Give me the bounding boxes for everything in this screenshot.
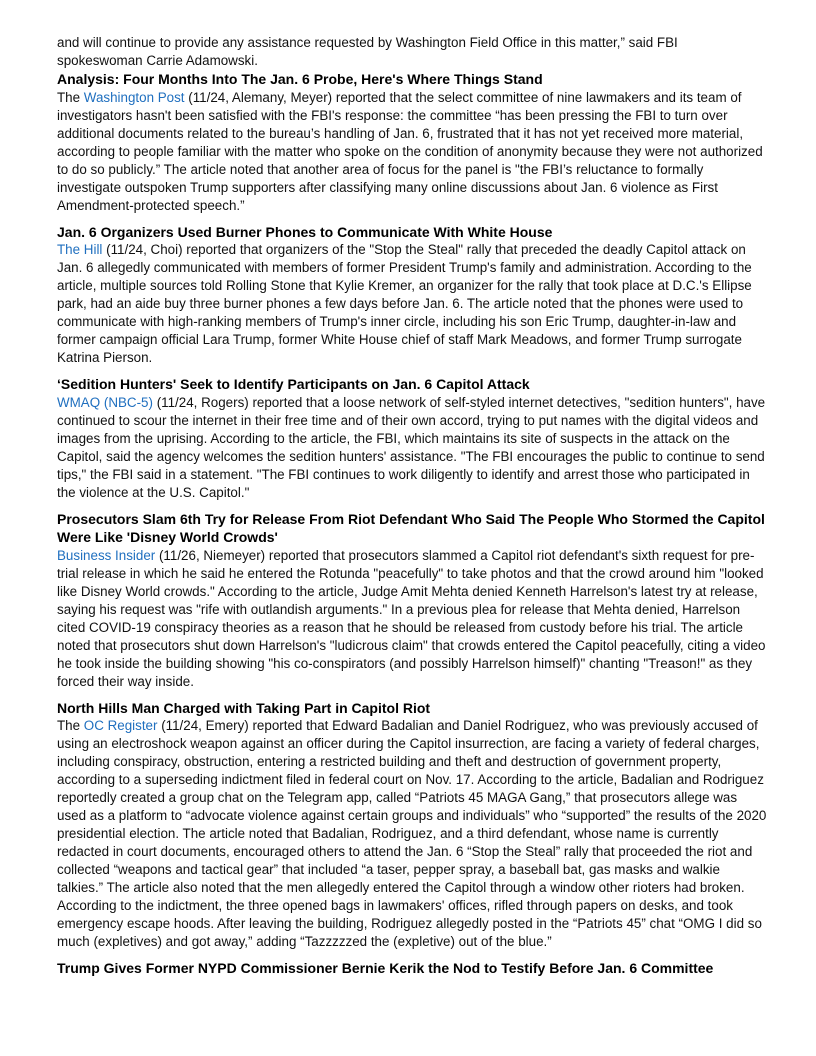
article-body bbox=[57, 89, 767, 215]
source-link[interactable]: WMAQ (NBC-5) bbox=[57, 394, 153, 410]
article-headline: Prosecutors Slam 6th Try for Release From Riot Defendant Who Said The People Who Stormed the Capitol Were Like 'Disney World Crowds' bbox=[57, 510, 765, 545]
article-text: (11/24, Choi) reported that organizers of the "Stop the Steal" rally that preceded the deadly Capitol attack on Jan. 6 allegedly communicated with members of former President Trump's family and administration. According to the article, multiple sources told Rolling Stone that Kylie Kremer, an organizer for the rally that took place at D.C.'s Ellipse park, had an aide buy three burner phones a few days before Jan. 6. The article noted that the phones were used to communicate with high-ranking members of Trump's inner circle, including his son Eric Trump, daughter-in-law and former campaign official Lara Trump, former White House chief of staff Mark Meadows, and former Trump surrogate Katrina Pierson. bbox=[57, 242, 752, 365]
article-body bbox=[57, 241, 767, 367]
article-text: (11/24, Rogers) reported that a loose network of self-styled internet detectives, "sedition hunters", have continued to scour the internet in their free time and of their own accord, trying to put names with the digital videos and images from the uprising. According to the article, the FBI, which maintains its site of suspects in the attack on the Capitol, said the agency welcomes the sedition hunters' assistance. "The FBI encourages the public to continue to send tips," the FBI said in a statement. "The FBI continues to work diligently to identify and arrest those who participated in the violence at the U.S. Capitol." bbox=[57, 394, 766, 500]
article-headline: Analysis: Four Months Into The Jan. 6 Probe, Here's Where Things Stand bbox=[57, 71, 543, 87]
article-body bbox=[57, 394, 767, 502]
article-lead: The bbox=[57, 89, 84, 105]
intro-paragraph: and will continue to provide any assistance requested by Washington Field Office in this matter,” said FBI spokeswoman Carrie Adamowski. bbox=[57, 35, 678, 68]
source-link[interactable]: OC Register bbox=[83, 718, 158, 733]
article-headline: ‘Sedition Hunters' Seek to Identify Participants on Jan. 6 Capitol Attack bbox=[57, 376, 530, 392]
article bbox=[57, 375, 767, 502]
article-headline: Jan. 6 Organizers Used Burner Phones to Communicate With White House bbox=[57, 223, 553, 240]
source-link[interactable]: Business Insider bbox=[57, 547, 156, 563]
article bbox=[57, 70, 767, 215]
article-body bbox=[57, 547, 767, 691]
article bbox=[57, 699, 767, 952]
document-page bbox=[57, 34, 767, 978]
article-headline: North Hills Man Charged with Taking Part in Capitol Riot bbox=[57, 699, 431, 716]
article-body bbox=[57, 717, 767, 951]
source-link[interactable]: Washington Post bbox=[83, 89, 185, 105]
source-link[interactable]: The Hill bbox=[57, 242, 103, 257]
article bbox=[57, 510, 767, 691]
final-headline: Trump Gives Former NYPD Commissioner Bernie Kerik the Nod to Testify Before Jan. 6 Committee bbox=[57, 960, 714, 976]
article-lead: The bbox=[57, 718, 84, 733]
article-text: (11/24, Emery) reported that Edward Badalian and Daniel Rodriguez, who was previously accused of using an electroshock weapon against an officer during the Capitol insurrection, are facing a variety of federal charges, including conspiracy, obstruction, entering a restricted building and theft and destruction of government property, according to a superseding indictment filed in federal court on Nov. 17. According to the article, Badalian and Rodriguez reportedly created a group chat on the Telegram app, called “Patriots 45 MAGA Gang,” that prosecutors allege was used as a platform to “advocate violence against certain groups and individuals” who “supported” the results of the 2020 presidential election. The article noted that Badalian, Rodriguez, and a third defendant, whose name is currently redacted in court documents, encouraged others to attend the Jan. 6 “Stop the Steal” rally that proceeded the riot and collected “weapons and tactical gear” that included “a taser, pepper spray, a baseball bat, gas masks and walkie talkies.” The article also noted that the men allegedly entered the Capitol through a window other rioters had broken. According to the indictment, the three opened bags in lawmakers' offices, rifled through papers on desks, and took emergency escape hoods. After leaving the building, Rodriguez allegedly posted in the “Patriots 45” chat “OMG I did so much (expletives) and got away,” adding “Tazzzzzed the (expletive) out of the blue.” bbox=[57, 718, 767, 949]
article-text: (11/24, Alemany, Meyer) reported that the select committee of nine lawmakers and its team of investigators hasn't been satisfied with the FBI's response: the committee “has been pressing the FBI to turn over additional documents related to the bureau’s handling of Jan. 6, frustrated that it has not yet received more material, according to people familiar with the matter who spoke on the condition of anonymity because they were not authorized to do so publicly.” The article noted that another area of focus for the panel is "the FBI’s reluctance to formally investigate outspoken Trump supporters after classifying many online discussions about Jan. 6 violence as First Amendment-protected speech.” bbox=[57, 89, 763, 213]
article bbox=[57, 223, 767, 368]
article-text: (11/26, Niemeyer) reported that prosecutors slammed a Capitol riot defendant's sixth request for pre-trial release in which he said he entered the Rotunda "peacefully" to take photos and that the crowd around him "looked like Disney World crowds." According to the article, Judge Amit Mehta denied Kenneth Harrelson's latest try at release, saying his request was "rife with outlandish arguments." In a previous plea for release that Mehta denied, Harrelson cited COVID-19 conspiracy theories as a reason that he should be released from custody before his trial. The article noted that prosecutors shut down Harrelson's "ludicrous claim" that crowds entered the Capitol peacefully, citing a video he took inside the building showing "his co-conspirators (and possibly Harrelson himself)" chanting "Treason!" as they forced their way inside. bbox=[57, 547, 766, 689]
